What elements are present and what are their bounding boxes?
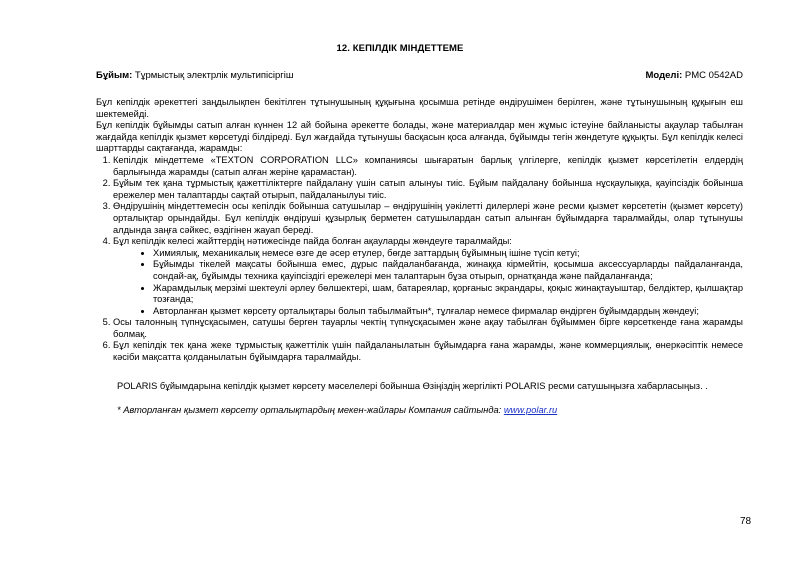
exclusions-list bbox=[113, 248, 743, 318]
note-text: * Авторланған қызмет көрсету орталықтардың мекен-жайлары Компания сайтында: bbox=[117, 405, 502, 416]
website-link[interactable]: www.polar.ru bbox=[503, 405, 558, 416]
condition-text: Кепілдік міндеттеме «TEXTON CORPORATION LLC» компаниясы шығаратын барлық үлгілерге, кепілдік қызмет көрсетілетін елдердің барлығында жарамды (сатып алған жеріне қарамастан). bbox=[113, 154, 743, 177]
condition-item-2 bbox=[113, 178, 743, 201]
model-label: Моделі: bbox=[645, 70, 683, 81]
exclusion-item-2: • Бұйымды тікелей мақсаты бойынша емес, дұрыс пайдаланбағанда, жинаққа кірмейтін, қосымша аксессуарларды пайдаланғанда, сондай-ақ, бұйымды техника қауіпсіздігі ережелері мен талаптарын бұза отырып, орнатқанда және пайдаланғанда; bbox=[153, 259, 743, 282]
warranty-body bbox=[96, 97, 743, 417]
exclusion-item-3: • Жарамдылық мерзімі шектеулі әрлеу бөлшектері, шам, батареялар, қорғаныс экрандары, қоқыс жинақтауыштар, белдіктер, қылшақтар тозғанда; bbox=[153, 283, 743, 306]
product-line bbox=[96, 70, 743, 81]
page-number: 78 bbox=[740, 516, 752, 527]
condition-text: Өндірушінің міндеттемесін осы кепілдік бойынша сатушылар – өндірушінің уәкілетті дилерлері және ресми қызмет көрсететін (қызмет көрсету) орталықтар орындайды. Бұл кепілдік өндіруші құзырлық берметен сатушылардан сатып алынған бұйымдарға таралмайды, олар тұтынушы алдында заңға сәйкес, өздігінен жауап береді. bbox=[113, 201, 743, 235]
condition-item-1 bbox=[113, 155, 743, 178]
intro-paragraph-2: Бұл кепілдік бұйымды сатып алған күннен 12 ай бойына әрекетте болады, және материалдар мен жұмыс істеуіне байланысты ақаулар табылған жағдайда кепілдік қызмет көрсетуді білдіреді. Бұл жағдайда тұтынушы басқасын қоса алғанда, бұйымды тегін жөндетуге құқықты. Бұл кепілдік келесі шарттарды сақтағанда, жарамды: bbox=[96, 120, 743, 154]
model-value: PMC 0542AD bbox=[684, 70, 743, 81]
condition-item-3 bbox=[113, 201, 743, 236]
model-info bbox=[646, 70, 743, 81]
conditions-list bbox=[96, 155, 743, 364]
condition-text: Бұл кепілдік тек қана жеке тұрмыстық қажеттілік үшін пайдаланылатын бұйымдарға ғана жарамды, және коммерциялық, өнеркәсіптік немесе кәсіби мақсатта қолданылатын бұйымдарға таралмайды. bbox=[113, 340, 743, 363]
product-label: Бұйым: bbox=[96, 70, 133, 81]
intro-paragraph-1: Бұл кепілдік әрекеттегі заңдылықпен бекітілген тұтынушының құқығына қосымша ретінде өндірушімен берілген, және тұтынушының құқығын еш шектемейді. bbox=[96, 97, 743, 119]
condition-item-6 bbox=[113, 340, 743, 363]
condition-item-4 bbox=[113, 236, 743, 317]
exclusion-item-1: • Химиялық, механикалық немесе өзге де әсер етулер, бөгде заттардың бұйымның ішіне түсіп кетуі; bbox=[153, 248, 743, 260]
condition-text: Бұйым тек қана тұрмыстық қажеттіліктерге пайдалану үшін сатып алынуы тиіс. Бұйым пайдалану бойынша нұсқаулыққа, қауіпсіздік бойынша ережелер мен талаптарды сақтай отырып, пайдаланылуы тиіс. bbox=[113, 178, 743, 200]
condition-item-5 bbox=[113, 317, 743, 340]
contact-paragraph: POLARIS бұйымдарына кепілдік қызмет көрсету мәселелері бойынша Өзіңіздің жергілікті POLARIS ресми сатушыңызға хабарласыңыз. . bbox=[117, 380, 708, 391]
exclusion-item-4: • Авторланған қызмет көрсету орталықтары болып табылмайтын*, тұлғалар немесе фирмалар өндірген бұйымдардың жөндеуі; bbox=[153, 306, 743, 318]
condition-text: Осы талонның түпнұсқасымен, сатушы берген тауарлы чектің түпнұсқасымен және ақау табылған бұйыммен бірге көрсеткенде ғана жарамды болмақ. bbox=[113, 317, 743, 339]
product-value: Тұрмыстық электрлік мультипісіргіш bbox=[134, 70, 294, 81]
condition-text: Бұл кепілдік келесі жайттердің нәтижесінде пайда болған ақауларды жөндеуге таралмайды: bbox=[113, 236, 512, 247]
service-center-note bbox=[96, 405, 743, 417]
page-title: 12. КЕПІЛДІК МІНДЕТТЕМЕ bbox=[336, 43, 464, 54]
